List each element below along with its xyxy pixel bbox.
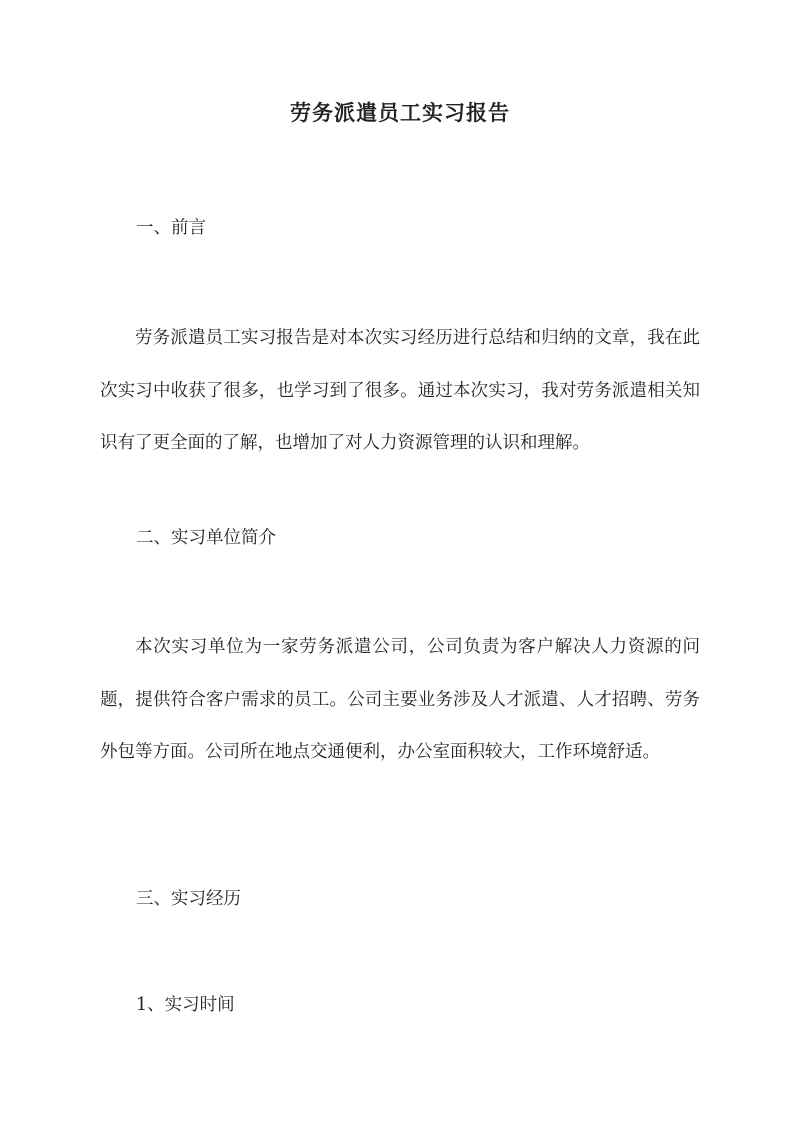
section-heading-experience: 三、实习经历 <box>136 889 241 909</box>
subsection-heading-internship-time: 1、实习时间 <box>136 995 235 1015</box>
section-heading-company-intro: 二、实习单位简介 <box>136 528 276 548</box>
section-paragraph-company-intro: 本次实习单位为一家劳务派遣公司，公司负责为客户解决人力资源的问题，提供符合客户需求的员工。公司主要业务涉及人才派遣、人才招聘、劳务外包等方面。公司所在地点交通便利，办公室面积较大，工作环境舒适。 <box>100 637 700 762</box>
section-paragraph-preface: 劳务派遣员工实习报告是对本次实习经历进行总结和归纳的文章，我在此次实习中收获了很多，也学习到了很多。通过本次实习，我对劳务派遣相关知识有了更全面的了解，也增加了对人力资源管理的认识和理解。 <box>100 328 700 453</box>
document-title: 劳务派遣员工实习报告 <box>290 100 510 125</box>
section-heading-preface: 一、前言 <box>136 218 206 238</box>
